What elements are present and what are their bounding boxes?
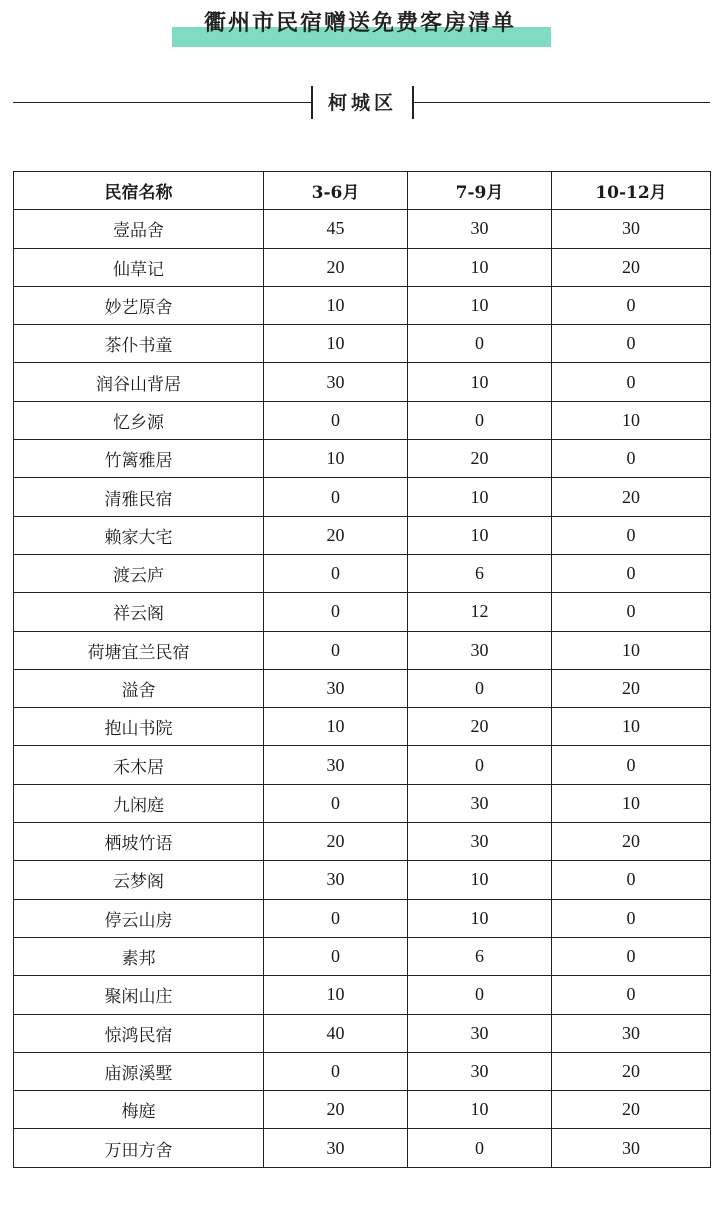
rooms-oct-dec-cell: 20 xyxy=(552,478,711,516)
guesthouse-name-cell: 赖家大宅 xyxy=(14,516,264,554)
rooms-oct-dec-cell: 20 xyxy=(552,248,711,286)
rooms-mar-jun-cell: 20 xyxy=(264,823,408,861)
guesthouse-name-cell: 竹篱雅居 xyxy=(14,440,264,478)
rooms-mar-jun-cell: 10 xyxy=(264,325,408,363)
guesthouse-name-cell: 万田方舍 xyxy=(14,1129,264,1167)
rooms-mar-jun-cell: 0 xyxy=(264,937,408,975)
rooms-mar-jun-cell: 20 xyxy=(264,248,408,286)
rooms-jul-sep-cell: 30 xyxy=(408,631,552,669)
table-row xyxy=(14,248,711,286)
rooms-mar-jun-cell: 0 xyxy=(264,1052,408,1090)
rooms-oct-dec-cell: 20 xyxy=(552,1091,711,1129)
rooms-jul-sep-cell: 30 xyxy=(408,823,552,861)
table-row xyxy=(14,1052,711,1090)
header-name: 民宿名称 xyxy=(14,172,264,210)
rooms-mar-jun-cell: 0 xyxy=(264,593,408,631)
rooms-oct-dec-cell: 10 xyxy=(552,631,711,669)
rooms-mar-jun-cell: 0 xyxy=(264,554,408,592)
table-row xyxy=(14,784,711,822)
rooms-oct-dec-cell: 0 xyxy=(552,976,711,1014)
rooms-oct-dec-cell: 0 xyxy=(552,861,711,899)
table-row xyxy=(14,1091,711,1129)
rooms-mar-jun-cell: 30 xyxy=(264,746,408,784)
table-row xyxy=(14,631,711,669)
rooms-mar-jun-cell: 0 xyxy=(264,631,408,669)
rooms-jul-sep-cell: 12 xyxy=(408,593,552,631)
rooms-oct-dec-cell: 0 xyxy=(552,440,711,478)
guesthouse-name-cell: 祥云阁 xyxy=(14,593,264,631)
rooms-jul-sep-cell: 10 xyxy=(408,478,552,516)
section-title: 柯城区 xyxy=(327,92,397,114)
rooms-jul-sep-cell: 30 xyxy=(408,784,552,822)
rooms-jul-sep-cell: 6 xyxy=(408,554,552,592)
guesthouse-name-cell: 停云山房 xyxy=(14,899,264,937)
table-row xyxy=(14,286,711,324)
rooms-oct-dec-cell: 0 xyxy=(552,363,711,401)
header-mar-jun: 3-6月 xyxy=(264,172,408,210)
rooms-jul-sep-cell: 6 xyxy=(408,937,552,975)
rooms-mar-jun-cell: 0 xyxy=(264,478,408,516)
rooms-oct-dec-cell: 0 xyxy=(552,516,711,554)
section-divider-left xyxy=(13,102,311,103)
table-row xyxy=(14,478,711,516)
table-row xyxy=(14,554,711,592)
guesthouse-name-cell: 壹品舍 xyxy=(14,210,264,248)
guesthouse-name-cell: 聚闲山庄 xyxy=(14,976,264,1014)
rooms-mar-jun-cell: 0 xyxy=(264,899,408,937)
table-row xyxy=(14,937,711,975)
rooms-oct-dec-cell: 20 xyxy=(552,823,711,861)
rooms-jul-sep-cell: 0 xyxy=(408,976,552,1014)
rooms-mar-jun-cell: 30 xyxy=(264,861,408,899)
guesthouse-name-cell: 清雅民宿 xyxy=(14,478,264,516)
rooms-jul-sep-cell: 0 xyxy=(408,746,552,784)
rooms-mar-jun-cell: 10 xyxy=(264,976,408,1014)
table-row xyxy=(14,823,711,861)
rooms-mar-jun-cell: 10 xyxy=(264,708,408,746)
rooms-jul-sep-cell: 0 xyxy=(408,669,552,707)
table-row xyxy=(14,516,711,554)
guesthouse-name-cell: 九闲庭 xyxy=(14,784,264,822)
table-row xyxy=(14,708,711,746)
page-title: 衢州市民宿赠送免费客房清单 xyxy=(203,11,516,36)
rooms-oct-dec-cell: 0 xyxy=(552,746,711,784)
rooms-jul-sep-cell: 30 xyxy=(408,210,552,248)
guesthouse-name-cell: 惊鸿民宿 xyxy=(14,1014,264,1052)
table-row xyxy=(14,861,711,899)
rooms-oct-dec-cell: 0 xyxy=(552,554,711,592)
table-row xyxy=(14,746,711,784)
rooms-jul-sep-cell: 30 xyxy=(408,1014,552,1052)
guesthouse-name-cell: 茶仆书童 xyxy=(14,325,264,363)
guesthouse-name-cell: 禾木居 xyxy=(14,746,264,784)
rooms-jul-sep-cell: 10 xyxy=(408,516,552,554)
rooms-jul-sep-cell: 10 xyxy=(408,899,552,937)
guesthouse-name-cell: 云梦阁 xyxy=(14,861,264,899)
rooms-jul-sep-cell: 10 xyxy=(408,248,552,286)
guesthouse-table xyxy=(13,171,711,1168)
page-header xyxy=(0,0,720,50)
rooms-jul-sep-cell: 0 xyxy=(408,401,552,439)
table-row xyxy=(14,210,711,248)
table-row xyxy=(14,325,711,363)
rooms-jul-sep-cell: 30 xyxy=(408,1052,552,1090)
guesthouse-name-cell: 栖坡竹语 xyxy=(14,823,264,861)
rooms-mar-jun-cell: 0 xyxy=(264,401,408,439)
rooms-mar-jun-cell: 20 xyxy=(264,1091,408,1129)
table-body xyxy=(14,210,711,1167)
rooms-oct-dec-cell: 30 xyxy=(552,1014,711,1052)
rooms-mar-jun-cell: 0 xyxy=(264,784,408,822)
table-row xyxy=(14,440,711,478)
rooms-jul-sep-cell: 10 xyxy=(408,363,552,401)
rooms-mar-jun-cell: 30 xyxy=(264,1129,408,1167)
rooms-oct-dec-cell: 0 xyxy=(552,937,711,975)
rooms-oct-dec-cell: 0 xyxy=(552,286,711,324)
guesthouse-name-cell: 梅庭 xyxy=(14,1091,264,1129)
guesthouse-name-cell: 庙源溪墅 xyxy=(14,1052,264,1090)
header-jul-sep: 7-9月 xyxy=(408,172,552,210)
section-divider-right xyxy=(414,102,710,103)
rooms-jul-sep-cell: 20 xyxy=(408,440,552,478)
table-row xyxy=(14,899,711,937)
rooms-mar-jun-cell: 30 xyxy=(264,363,408,401)
rooms-oct-dec-cell: 0 xyxy=(552,593,711,631)
guesthouse-name-cell: 溢舍 xyxy=(14,669,264,707)
rooms-oct-dec-cell: 0 xyxy=(552,325,711,363)
rooms-oct-dec-cell: 10 xyxy=(552,784,711,822)
header-oct-dec: 10-12月 xyxy=(552,172,711,210)
table-header-row xyxy=(14,172,711,210)
rooms-mar-jun-cell: 40 xyxy=(264,1014,408,1052)
rooms-oct-dec-cell: 20 xyxy=(552,669,711,707)
table-row xyxy=(14,401,711,439)
guesthouse-name-cell: 渡云庐 xyxy=(14,554,264,592)
rooms-jul-sep-cell: 0 xyxy=(408,1129,552,1167)
table-row xyxy=(14,976,711,1014)
rooms-oct-dec-cell: 30 xyxy=(552,210,711,248)
table-row xyxy=(14,363,711,401)
guesthouse-name-cell: 忆乡源 xyxy=(14,401,264,439)
rooms-oct-dec-cell: 30 xyxy=(552,1129,711,1167)
rooms-mar-jun-cell: 45 xyxy=(264,210,408,248)
table-row xyxy=(14,593,711,631)
rooms-mar-jun-cell: 10 xyxy=(264,440,408,478)
rooms-jul-sep-cell: 0 xyxy=(408,325,552,363)
guesthouse-name-cell: 润谷山背居 xyxy=(14,363,264,401)
guesthouse-name-cell: 仙草记 xyxy=(14,248,264,286)
rooms-jul-sep-cell: 20 xyxy=(408,708,552,746)
rooms-mar-jun-cell: 20 xyxy=(264,516,408,554)
rooms-jul-sep-cell: 10 xyxy=(408,1091,552,1129)
guesthouse-name-cell: 素邦 xyxy=(14,937,264,975)
guesthouse-name-cell: 妙艺原舍 xyxy=(14,286,264,324)
rooms-jul-sep-cell: 10 xyxy=(408,286,552,324)
rooms-mar-jun-cell: 30 xyxy=(264,669,408,707)
rooms-oct-dec-cell: 0 xyxy=(552,899,711,937)
rooms-oct-dec-cell: 10 xyxy=(552,708,711,746)
table-row xyxy=(14,1129,711,1167)
rooms-oct-dec-cell: 20 xyxy=(552,1052,711,1090)
rooms-oct-dec-cell: 10 xyxy=(552,401,711,439)
table-row xyxy=(14,669,711,707)
rooms-mar-jun-cell: 10 xyxy=(264,286,408,324)
rooms-jul-sep-cell: 10 xyxy=(408,861,552,899)
guesthouse-name-cell: 荷塘宜兰民宿 xyxy=(14,631,264,669)
table-row xyxy=(14,1014,711,1052)
guesthouse-name-cell: 抱山书院 xyxy=(14,708,264,746)
